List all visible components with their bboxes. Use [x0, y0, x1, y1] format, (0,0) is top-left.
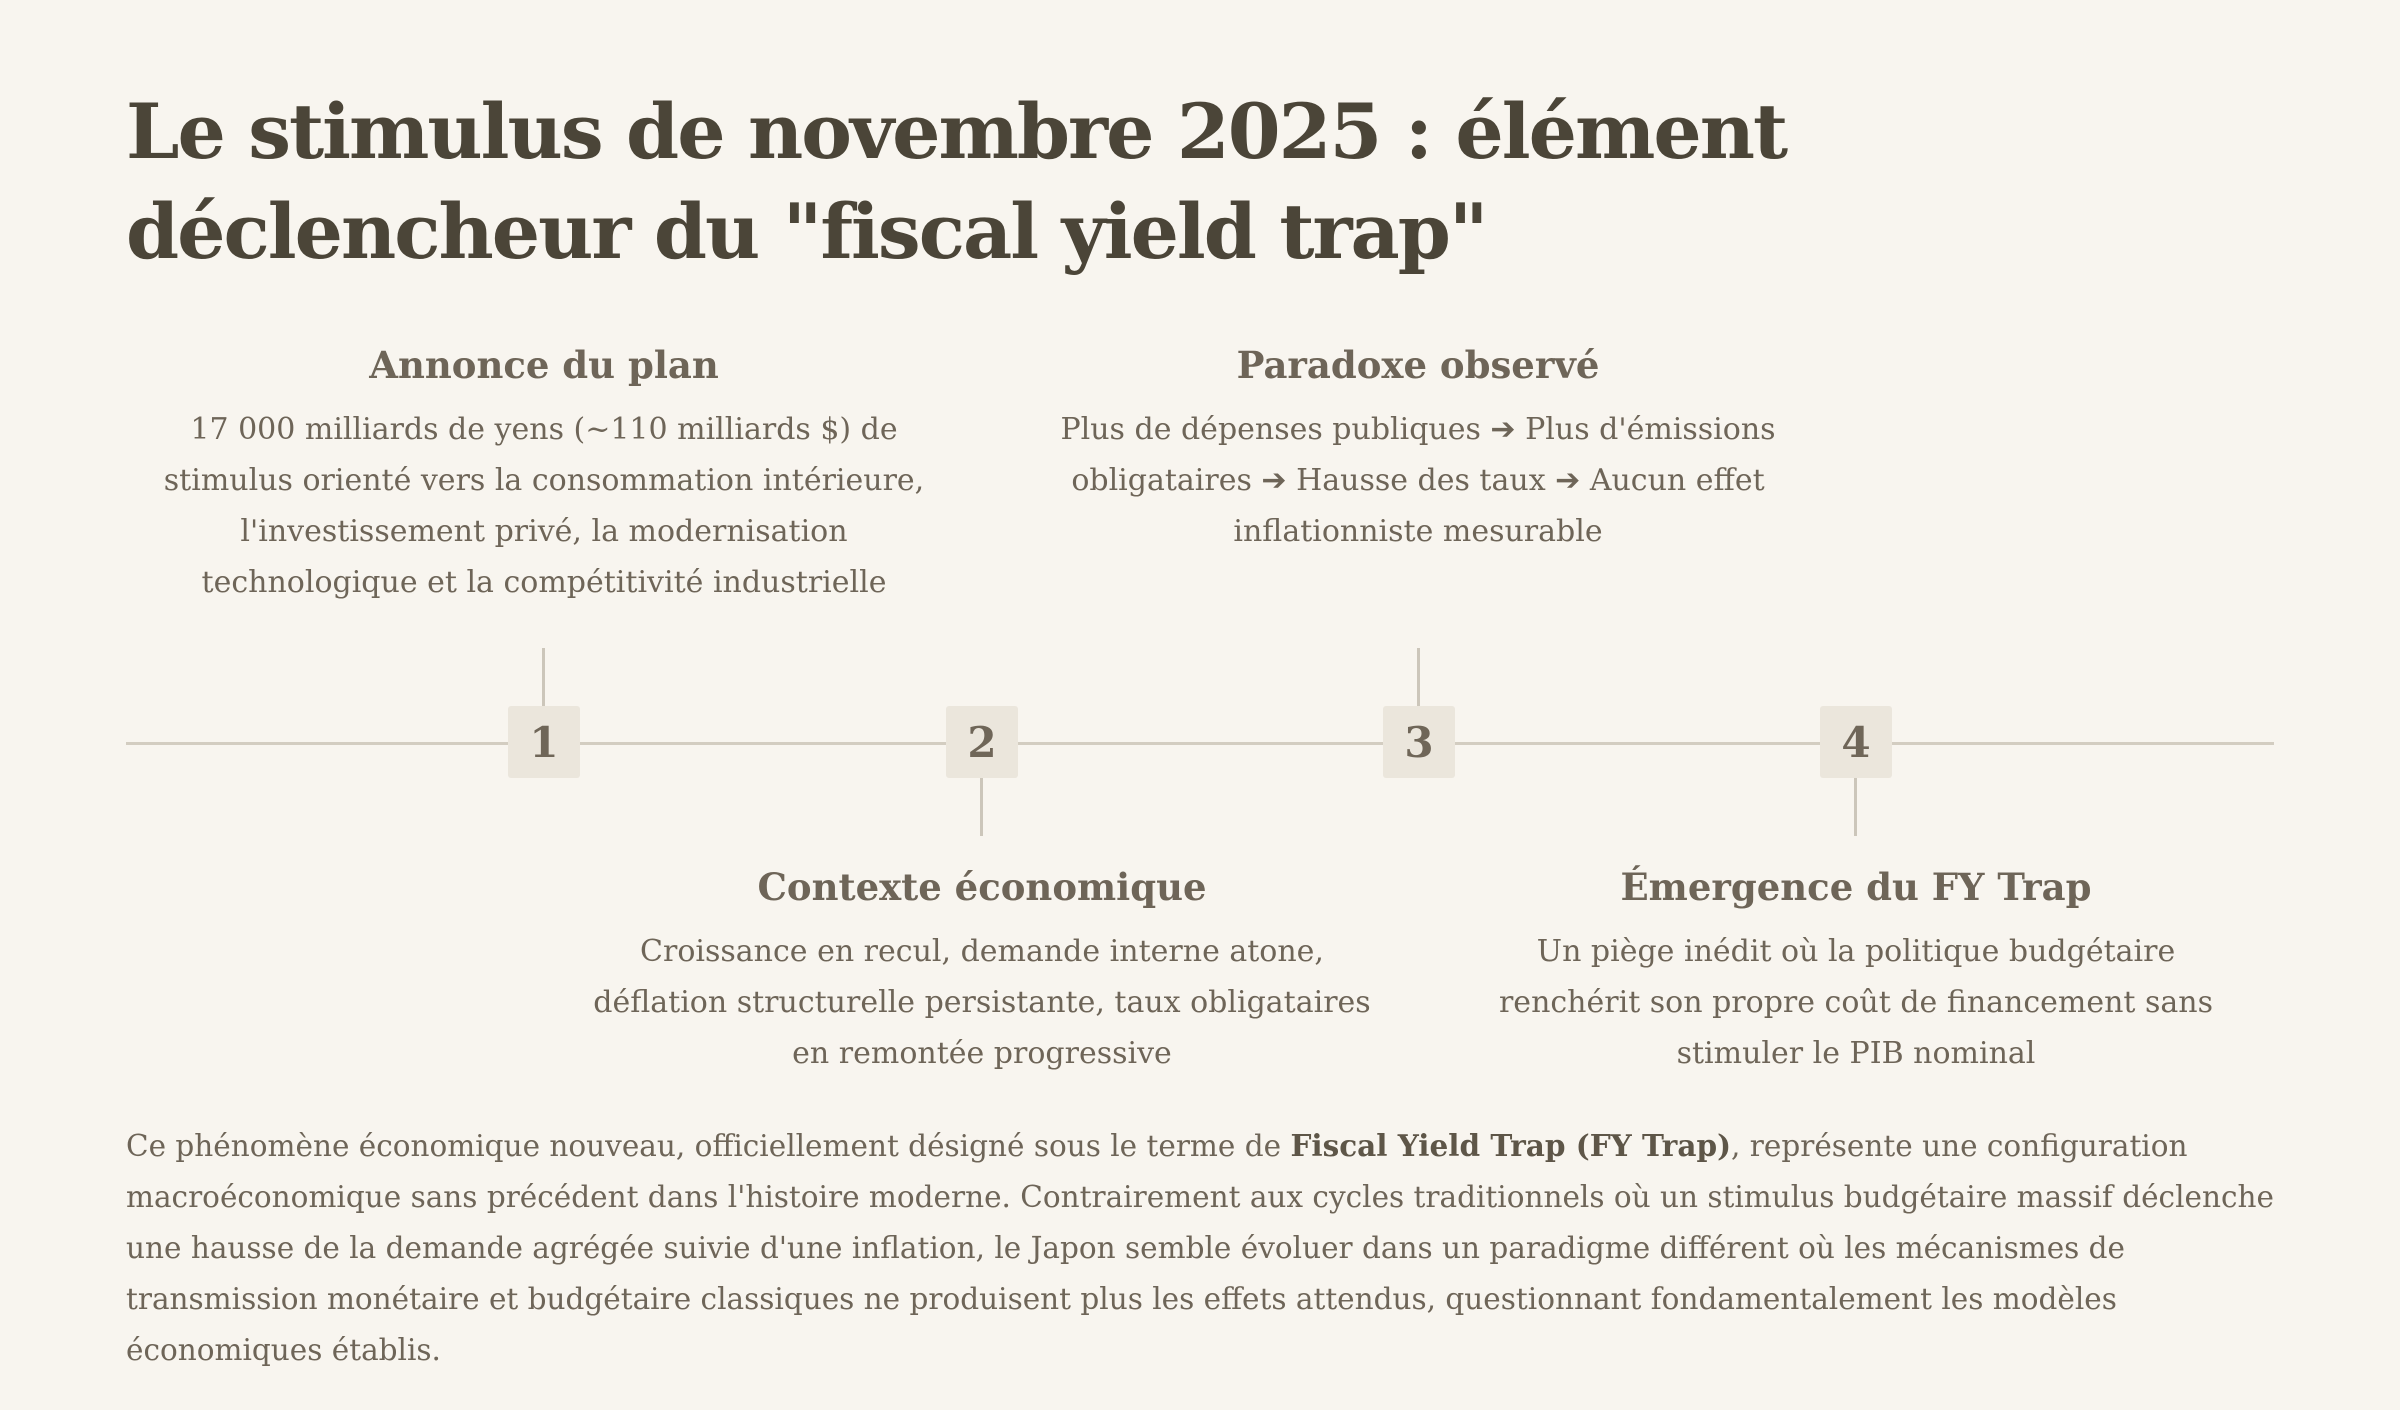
paragraph-body: , représente une configuration macroéconomique sans précédent dans l'histoire moderne. Contrairement aux cycles traditionnels où un stimulus budgétaire massif déclenche une hausse de la demande agrégée suivie d'une inflation, le Japon semble évoluer dans un paradigme différent où les mécanismes de transmission monétaire et budgétaire classiques ne produisent plus les effets attendus, questionnant fondamentalement les modèles économiques établis. [126, 1129, 2274, 1367]
timeline-marker-1: 1 [508, 706, 580, 778]
timeline-axis [126, 742, 2274, 745]
event-4-description: Un piège inédit où la politique budgétaire renchérit son propre coût de financement sans stimuler le PIB nominal [1498, 934, 2214, 1071]
timeline-event-1-card [150, 340, 938, 608]
event-4-connector [1854, 778, 1857, 836]
event-3-connector [1417, 648, 1420, 706]
page-title: Le stimulus de novembre 2025 : élément déclencheur du "fiscal yield trap" [126, 87, 1787, 276]
event-1-description: 17 000 milliards de yens (~110 milliards $) de stimulus orienté vers la consommation intérieure, l'investissement privé, la modernisation technologique et la compétitivité industrielle [163, 412, 925, 600]
event-2-description: Croissance en recul, demande interne atone, déflation structurelle persistante, taux obligataires en remontée progressive [593, 934, 1371, 1071]
event-2-title: Contexte économique [757, 865, 1207, 909]
event-4-title: Émergence du FY Trap [1620, 865, 2092, 909]
event-1-connector [542, 648, 545, 706]
timeline-event-4-card [1462, 862, 2250, 1079]
event-2-connector [980, 778, 983, 836]
timeline-marker-2: 2 [946, 706, 1018, 778]
event-3-title: Paradoxe observé [1236, 343, 1600, 387]
timeline-marker-4: 4 [1820, 706, 1892, 778]
timeline-event-3-card [1024, 340, 1812, 557]
fy-trap-term: Fiscal Yield Trap (FY Trap) [1290, 1128, 1732, 1163]
paragraph-intro: Ce phénomène économique nouveau, officiellement désigné sous le terme de [126, 1129, 1291, 1163]
event-3-description: Plus de dépenses publiques ➔ Plus d'émissions obligataires ➔ Hausse des taux ➔ Aucun effet inflationniste mesurable [1060, 412, 1776, 549]
timeline-event-2-card [588, 862, 1376, 1079]
timeline-marker-3: 3 [1383, 706, 1455, 778]
event-1-title: Annonce du plan [369, 343, 719, 387]
explanation-paragraph [126, 1120, 2276, 1376]
